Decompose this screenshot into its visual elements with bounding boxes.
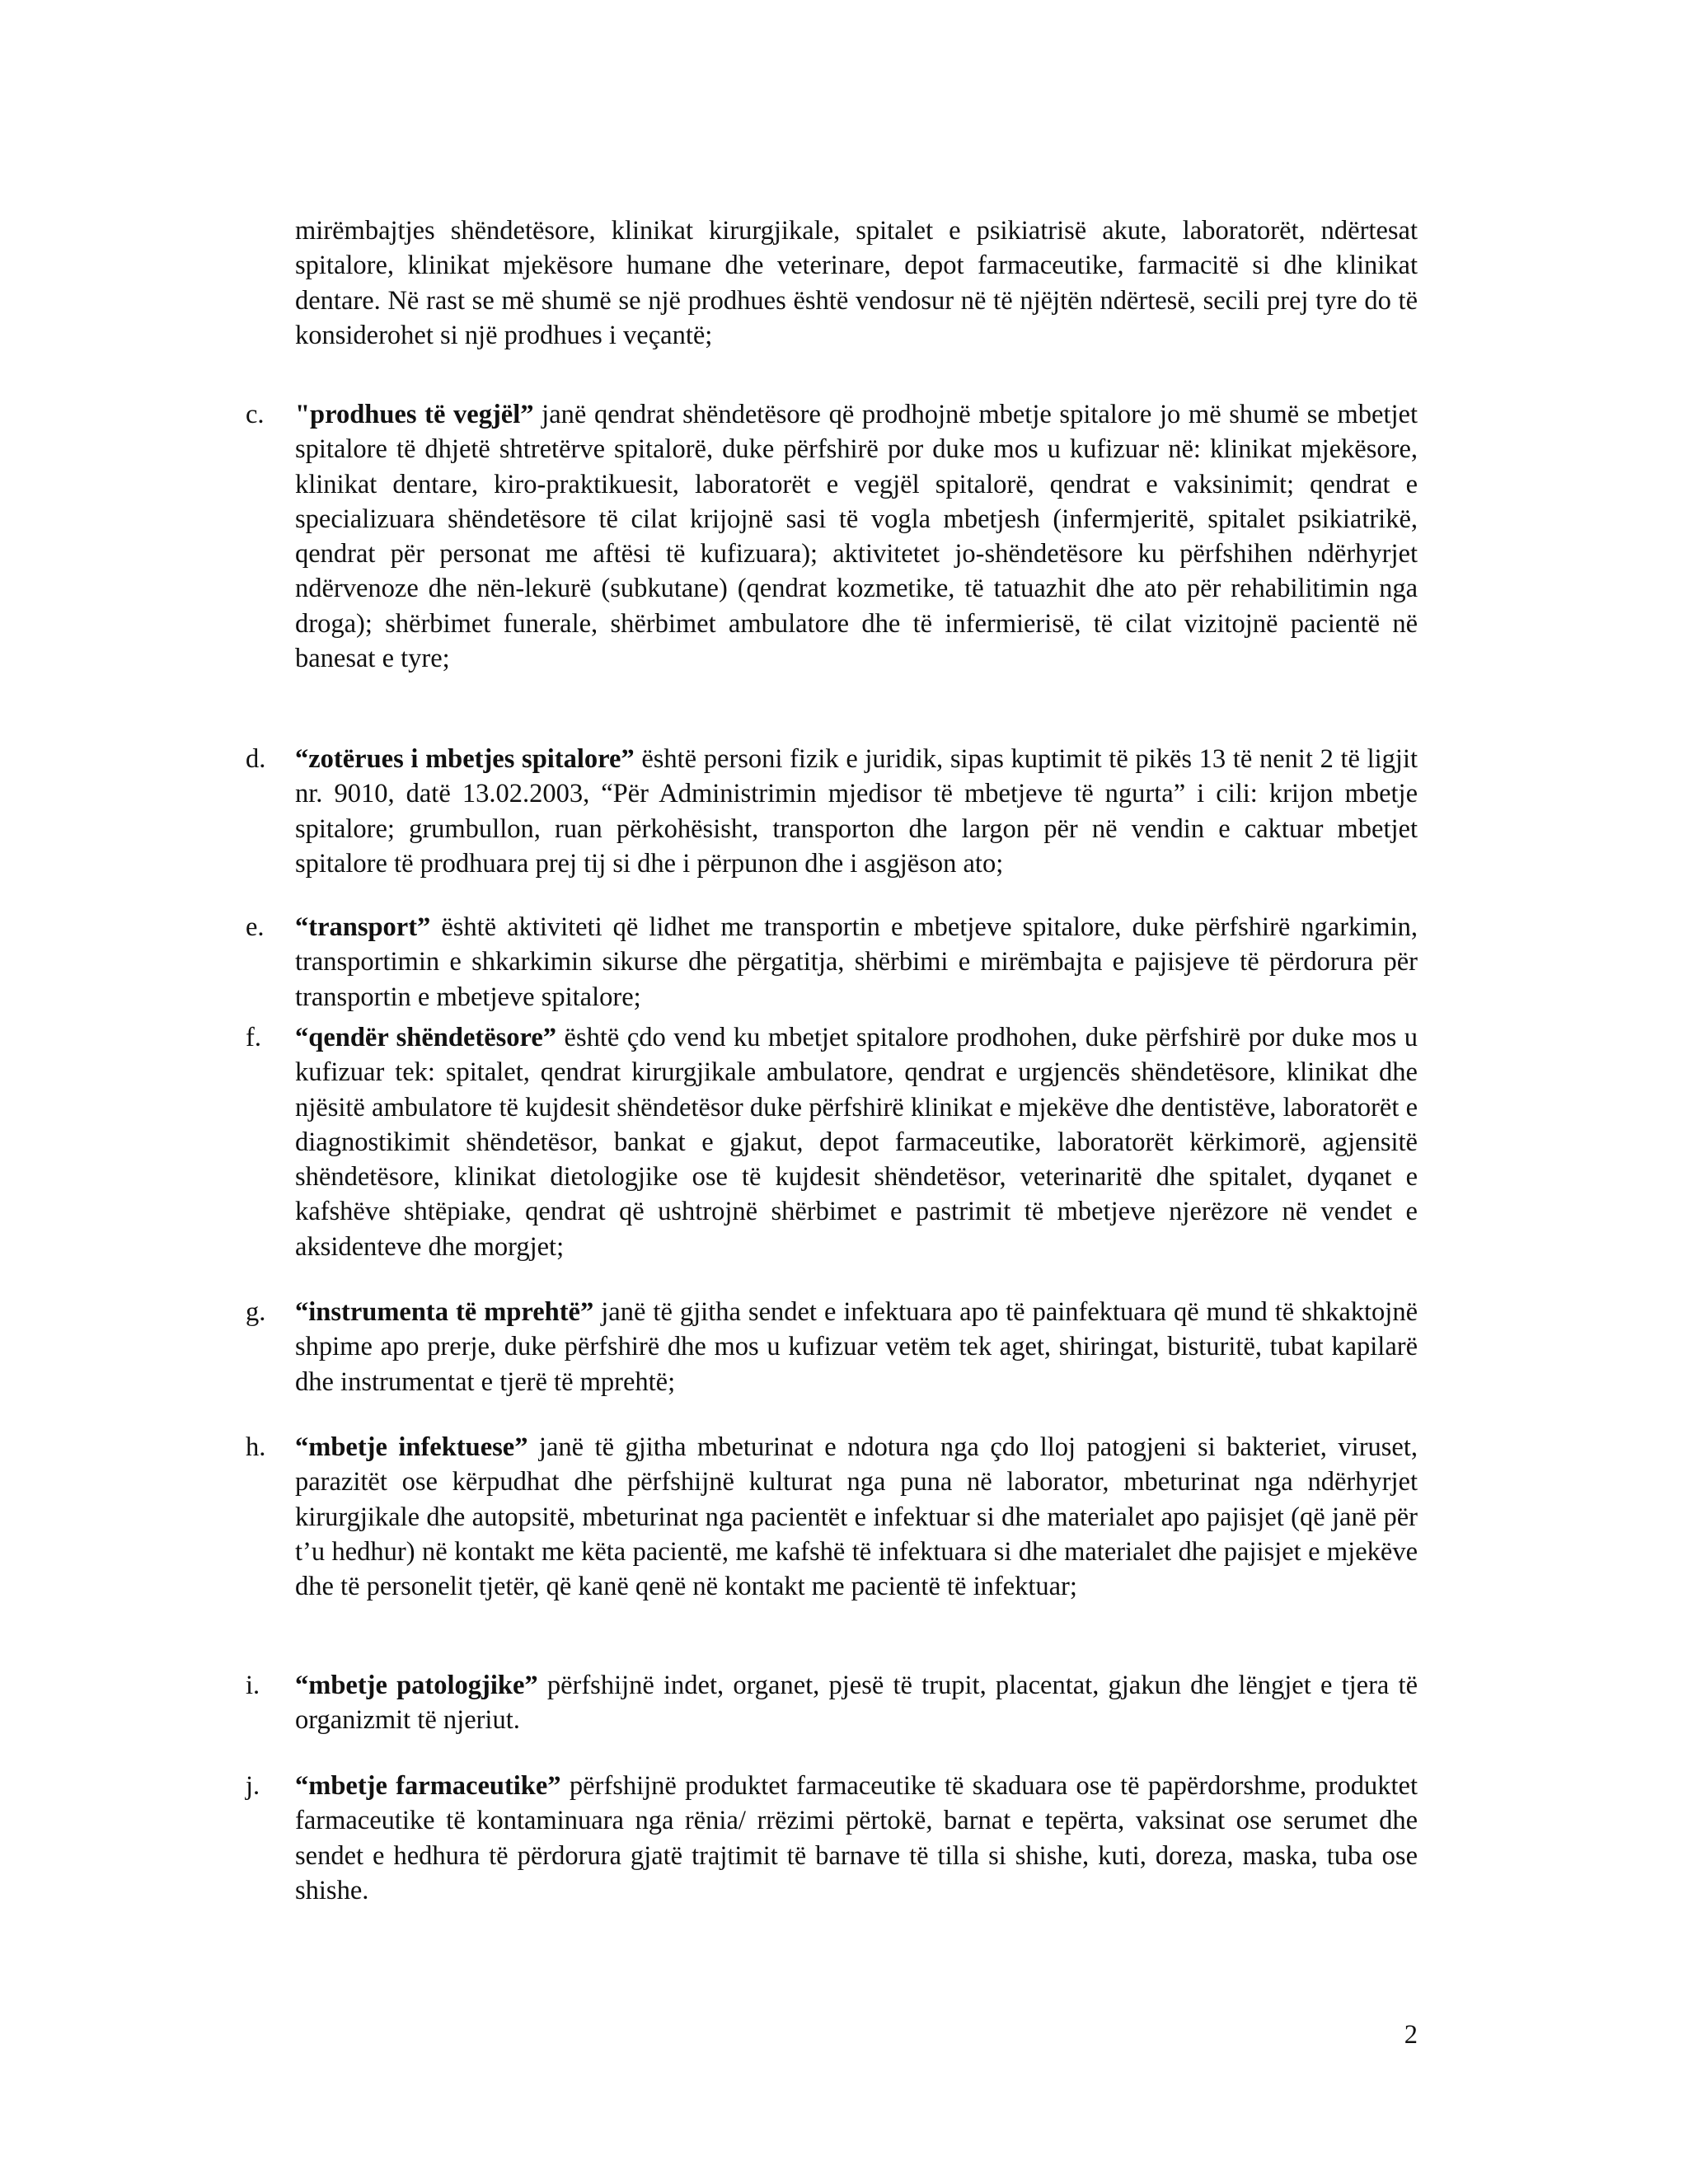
item-letter: g.	[246, 1297, 266, 1327]
item-letter: h.	[246, 1432, 266, 1462]
item-letter: f.	[246, 1023, 261, 1052]
item-term: “zotërues i mbetjes spitalore”	[295, 744, 635, 774]
item-body	[295, 397, 1418, 676]
item-body	[295, 910, 1418, 1015]
item-letter: e.	[246, 912, 265, 942]
item-text: është çdo vend ku mbetjet spitalore prodhohen, duke përfshirë por duke mos u kufizuar tek: spitalet, qendrat kirurgjikale ambulatore, qendrat e urgjencës shëndetësore, klinikat dhe njësitë ambulatore të kujdesit shëndetësor duke përfshirë klinikat e mjekëve dhe dentistëve, laboratorët e diagnostikimit shëndetësor, bankat e gjakut, depot farmaceutike, laboratorët kërkimorë, agjensitë shëndetësore, klinikat dietologjike ose të kujdesit shëndetësor, veterinaritë dhe spitalet, dyqanet e kafshëve shtëpiake, qendrat që ushtrojnë shërbimet e pastrimit të mbetjeve njerëzore në vendet e aksidenteve dhe morgjet;	[295, 1023, 1418, 1262]
item-term: “mbetje patologjike”	[295, 1671, 538, 1700]
item-term: "prodhues të vegjël”	[295, 400, 534, 429]
item-letter: c.	[246, 400, 265, 429]
item-text: janë qendrat shëndetësore që prodhojnë mbetje spitalore jo më shumë se mbetjet spitalore të dhjetë shtretërve spitalorë, duke përfshirë por duke mos u kufizuar në: klinikat mjekësore, klinikat dentare, kiro-praktikuesit, laboratorët e vegjël spitalorë, qendrat e vaksinimit; qendrat e specializuara shëndetësore të cilat krijojnë sasi të vogla mbetjesh (infermjeritë, spitalet psikiatrikë, qendrat për personat me aftësi të kufizuara); aktivitetet jo-shëndetësore ku përfshihen ndërhyrjet ndërvenoze dhe nën-lekurë (subkutane) (qendrat kozmetike, të tatuazhit dhe ato për rehabilitimin nga droga); shërbimet funerale, shërbimet ambulatore dhe të infermierisë, të cilat vizitojnë pacientë në banesat e tyre;	[295, 400, 1418, 674]
intro-paragraph: mirëmbajtjes shëndetësore, klinikat kirurgjikale, spitalet e psikiatrisë akute, laboratorët, ndërtesat spitalore, klinikat mjekësore humane dhe veterinare, depot farmaceutike, farmacitë si dhe klinikat dentare. Në rast se më shumë se një prodhues është vendosur në të njëjtën ndërtesë, secili prej tyre do të konsiderohet si një prodhues i veçantë;	[295, 216, 1418, 350]
page-number: 2	[1404, 2020, 1418, 2050]
item-body	[295, 742, 1418, 881]
item-text: janë të gjitha sendet e infektuara apo të painfektuara që mund të shkaktojnë shpime apo prerje, duke përfshirë dhe mos u kufizuar vetëm tek aget, shiringat, bisturitë, tubat kapilarë dhe instrumentat e tjerë të mprehtë;	[295, 1297, 1418, 1397]
item-body	[295, 1020, 1418, 1264]
item-letter: i.	[246, 1671, 260, 1700]
item-letter: d.	[246, 744, 266, 774]
item-body	[295, 1295, 1418, 1399]
item-term: “instrumenta të mprehtë”	[295, 1297, 594, 1327]
item-text: përfshijnë indet, organet, pjesë të trupit, placentat, gjakun dhe lëngjet e tjera të organizmit të njeriut.	[295, 1671, 1418, 1736]
item-text: është personi fizik e juridik, sipas kuptimit të pikës 13 të nenit 2 të ligjit nr. 9010, datë 13.02.2003, “Për Administrimin mjedisor të mbetjeve të ngurta” i cili: krijon mbetje spitalore; grumbullon, ruan përkohësisht, transporton dhe largon për në vendin e caktuar mbetjet spitalore të prodhuara prej tij si dhe i përpunon dhe i asgjëson ato;	[295, 744, 1418, 879]
item-term: “mbetje infektuese”	[295, 1432, 528, 1462]
item-term: “qendër shëndetësore”	[295, 1023, 557, 1052]
item-body	[295, 1430, 1418, 1604]
item-text: janë të gjitha mbeturinat e ndotura nga çdo lloj patogjeni si bakteriet, viruset, parazitët ose kërpudhat dhe përfshijnë kulturat nga puna në laborator, mbeturinat nga ndërhyrjet kirurgjikale dhe autopsitë, mbeturinat nga pacientët e infektuar si dhe materialet apo pajisjet (që janë për t’u hedhur) në kontakt me këta pacientë, me kafshë të infektuara si dhe materialet dhe pajisjet e mjekëve dhe të personelit tjetër, që kanë qenë në kontakt me pacientë të infektuar;	[295, 1432, 1418, 1602]
item-text: është aktiviteti që lidhet me transportin e mbetjeve spitalore, duke përfshirë ngarkimin, transportimin e shkarkimin sikurse dhe përgatitja, shërbimi e mirëmbajta e pajisjeve të përdorura për transportin e mbetjeve spitalore;	[295, 912, 1418, 1012]
item-letter: j.	[246, 1771, 260, 1801]
item-term: “mbetje farmaceutike”	[295, 1771, 561, 1801]
item-body	[295, 1769, 1418, 1908]
item-term: “transport”	[295, 912, 431, 942]
item-body	[295, 1668, 1418, 1738]
item-text: përfshijnë produktet farmaceutike të skaduara ose të papërdorshme, produktet farmaceutike të kontaminuara nga rënia/ rrëzimi përtokë, barnat e tepërta, vaksinat ose serumet dhe sendet e hedhura të përdorura gjatë trajtimit të barnave të tilla si shishe, kuti, doreza, maska, tuba ose shishe.	[295, 1771, 1418, 1905]
